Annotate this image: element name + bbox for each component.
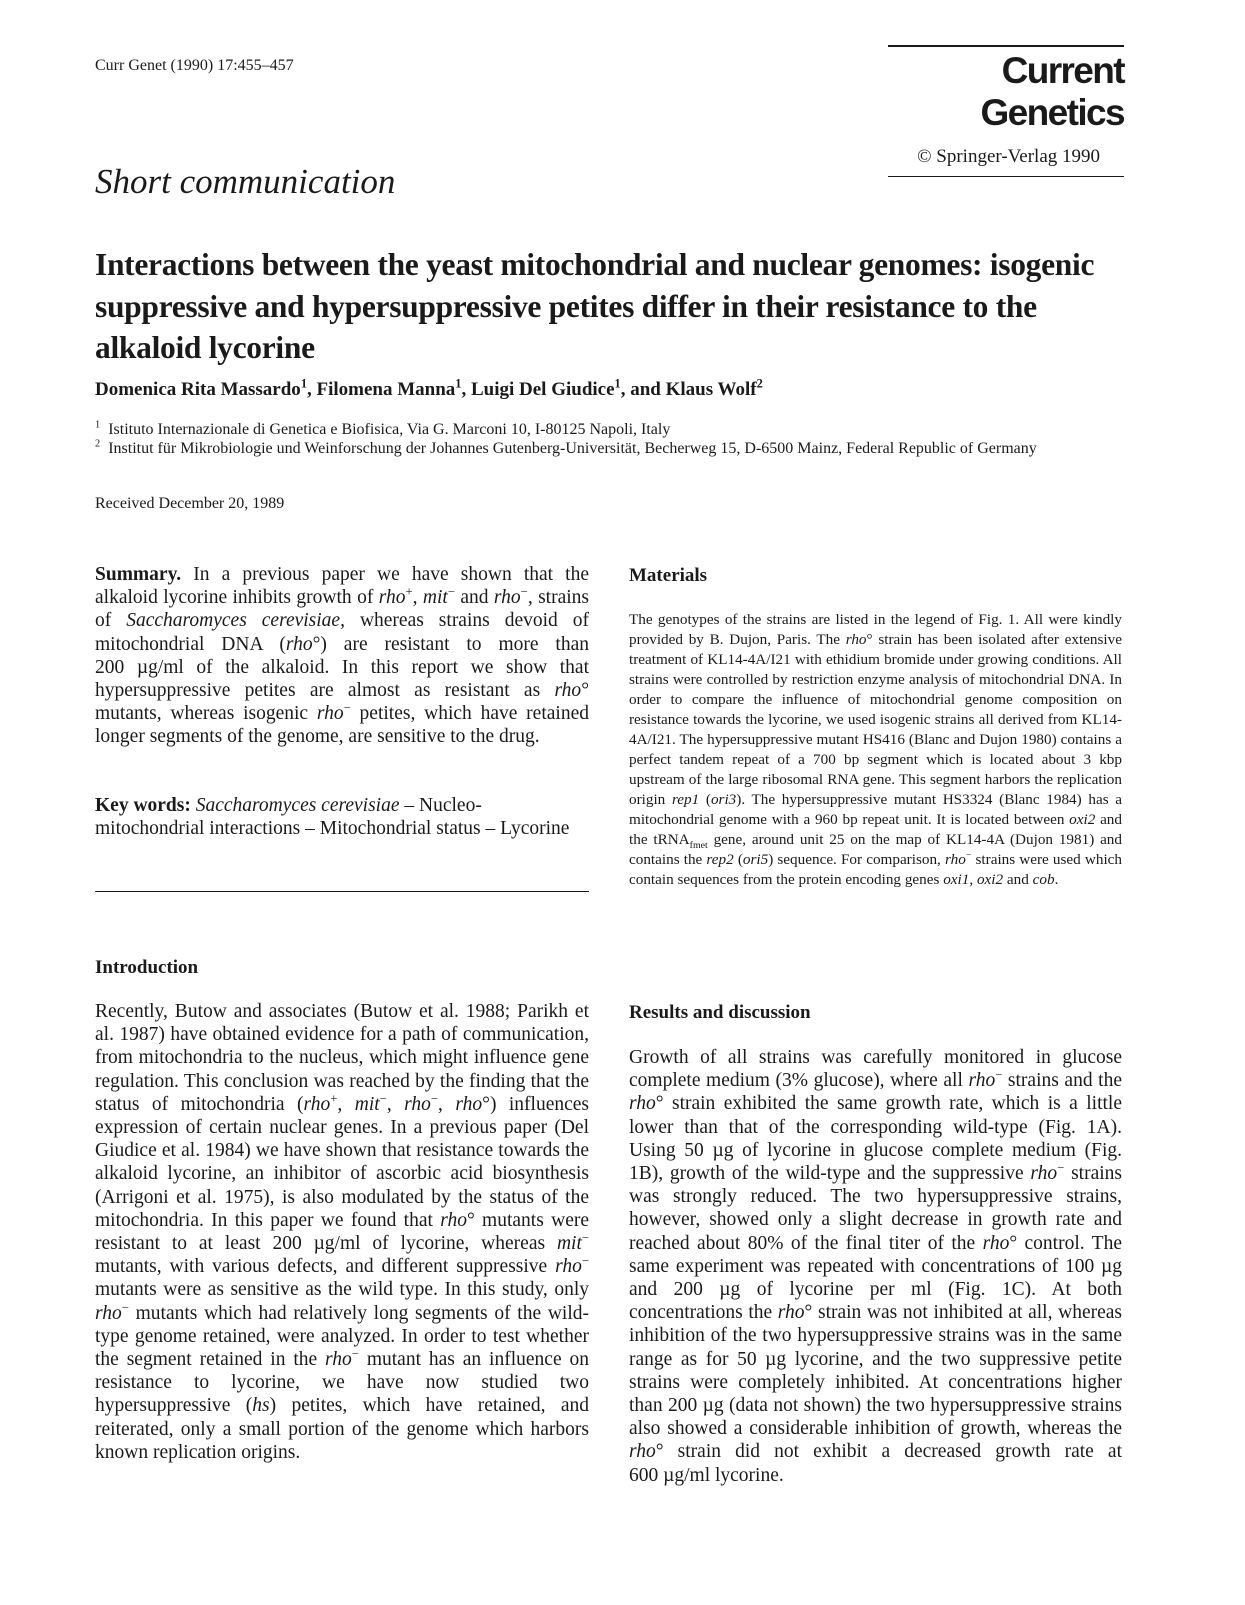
masthead-rule-top — [888, 45, 1124, 47]
introduction-paragraph: Recently, Butow and associates (Butow et al. 1988; Parikh et al. 1987) have obtained evidence for a path of communication, from mitochondria to the nucleus, which might influence gene regulation. This conclusion was reached by the finding that the status of mitochondria (rho+, mit−, rho−, rho°) influences expression of certain nuclear genes. In a previous paper (Del Giudice et al. 1984) we have shown that resistance towards the alkaloid lycorine, an inhibitor of ascorbic acid biosynthesis (Arrigoni et al. 1975), is also modulated by the status of the mitochondria. In this paper we found that rho° mutants were resistant to at least 200 µg/ml of lycorine, whereas mit− mutants, with various defects, and different suppressive rho− mutants were as sensitive as the wild type. In this study, only rho− mutants which had relatively long segments of the wild-type genome retained, were analyzed. In order to test whether the segment retained in the rho− mutant has an influence on resistance to lycorine, we have now studied two hypersuppressive (hs) petites, which have retained, and reiterated, only a small portion of the genome which harbors known replication origins. — [95, 1001, 590, 1463]
journal-citation: Curr Genet (1990) 17:455–457 — [95, 57, 294, 74]
keyword: Nucleo-mitochondrial interactions — [95, 795, 482, 840]
author-affiliation-mark: 1 — [614, 376, 621, 391]
keyword: Lycorine — [500, 818, 570, 840]
keywords-label: Key words: — [95, 795, 191, 816]
results-heading: Results and discussion — [629, 1002, 811, 1023]
author-name: Domenica Rita Massardo — [95, 379, 301, 400]
author-affiliation-mark: 2 — [756, 376, 763, 391]
keyword: Saccharomyces cerevisiae — [195, 795, 400, 816]
article-type: Short communication — [95, 162, 396, 201]
journal-name: Current Genetics — [980, 50, 1124, 133]
introduction-heading: Introduction — [95, 957, 199, 978]
author-name: Luigi Del Giudice — [470, 379, 615, 400]
copyright-line: © Springer-Verlag 1990 — [917, 146, 1100, 167]
summary-divider — [95, 891, 589, 892]
keyword: Mitochondrial status — [319, 818, 481, 840]
materials-heading: Materials — [629, 565, 708, 586]
results-body — [629, 1046, 1122, 1487]
author-name: Klaus Wolf — [665, 379, 757, 400]
author-name: Filomena Manna — [316, 379, 456, 400]
results-paragraph: Growth of all strains was carefully monitored in glucose complete medium (3% glucose), where all rho− strains and the rho° strain exhibited the same growth rate, which is a little lower than that of the corresponding wild-type (Fig. 1A). Using 50 µg of lycorine in glucose complete medium (Fig. 1B), growth of the wild-type and the suppressive rho− strains was strongly reduced. The two hypersuppressive strains, however, showed only a slight decrease in growth rate and reached about 80% of the final titer of the rho° control. The same experiment was repeated with concentrations of 100 µg and 200 µg of lycorine per ml (Fig. 1C). At both concentrations the rho° strain was not inhibited at all, whereas inhibition of the two hypersuppressive strains was in the same range as for 50 µg lycorine, and the two suppressive petite strains were completely inhibited. At concentrations higher than 200 µg (data not shown) the two hypersuppressive strains also showed a considerable inhibition of growth, whereas the rho° strain did not exhibit a decreased growth rate at 600 µg/ml lycorine. — [629, 1047, 1123, 1486]
masthead-rule-bottom — [888, 176, 1124, 177]
summary-block — [95, 563, 589, 749]
affiliations — [95, 420, 1155, 458]
author-list: Domenica Rita Massardo$^1$, Filomena Manna$^1$, Luigi Del Giudice$^1$, and Klaus Wolf$^2$ — [95, 376, 763, 400]
summary-label: Summary. — [95, 564, 182, 585]
author-affiliation-mark: 1 — [300, 376, 307, 391]
affiliation-2 — [95, 439, 1155, 458]
affiliation-1 — [95, 420, 1155, 439]
materials-paragraph: The genotypes of the strains are listed in the legend of Fig. 1. All were kindly provided by B. Dujon, Paris. The rho° strain has been isolated after extensive treatment of KL14-4A/I21 with ethidium bromide under growing conditions. All strains were controlled by restriction enzyme analysis of mitochondrial DNA. In order to compare the influence of mitochondrial genome composition on resistance towards the lycorine, we used isogenic strains all derived from KL14-4A/I21. The hypersuppressive mutant HS416 (Blanc and Dujon 1980) contains a perfect tandem repeat of a 700 bp segment which is located about 3 kbp upstream of the large ribosomal RNA gene. This segment harbors the replication origin rep1 (ori3). The hypersuppressive mutant HS3324 (Blanc 1984) has a mitochondrial genome with a 960 bp repeat unit. It is located between oxi2 and the tRNA$_{fmet}$ gene, around unit 25 on the map of KL14-4A (Dujon 1981) and contains the rep2 (ori5) sequence. For comparison, rho− strains were used which contain sequences from the protein encoding genes oxi1, oxi2 and cob. — [629, 611, 1122, 888]
keywords-block — [95, 794, 589, 840]
journal-masthead — [888, 45, 1124, 177]
keywords-paragraph: Key words: Saccharomyces cerevisiae – Nucleo-mitochondrial interactions – Mitochondrial status – Lycorine — [95, 795, 570, 840]
summary-paragraph: Summary. In a previous paper we have shown that the alkaloid lycorine inhibits growth of rho+, mit− and rho−, strains of Saccharomyces cerevisiae, whereas strains devoid of mitochondrial DNA (rho°) are resistant to more than 200 µg/ml of the alkaloid. In this report we show that hypersuppressive petites are almost as resistant as rho° mutants, whereas isogenic rho− petites, which have retained longer segments of the genome, are sensitive to the drug. — [95, 564, 590, 748]
author-affiliation-mark: 1 — [455, 376, 462, 391]
article-title: Interactions between the yeast mitochondrial and nuclear genomes: isogenic suppressive and hypersuppressive petites differ in their resistance to the alkaloid lycorine — [95, 247, 1095, 365]
affiliation-text: Institut für Mikrobiologie und Weinforschung der Johannes Gutenberg-Universität, Becherweg 15, D-6500 Mainz, Federal Republic of Germany — [108, 440, 1037, 457]
introduction-body — [95, 1000, 589, 1464]
affiliation-number: 2 — [95, 438, 101, 450]
affiliation-number: 1 — [95, 419, 101, 431]
received-date: Received December 20, 1989 — [95, 495, 285, 512]
materials-body — [629, 610, 1122, 890]
affiliation-text: Istituto Internazionale di Genetica e Biofisica, Via G. Marconi 10, I-80125 Napoli, Italy — [108, 421, 671, 438]
